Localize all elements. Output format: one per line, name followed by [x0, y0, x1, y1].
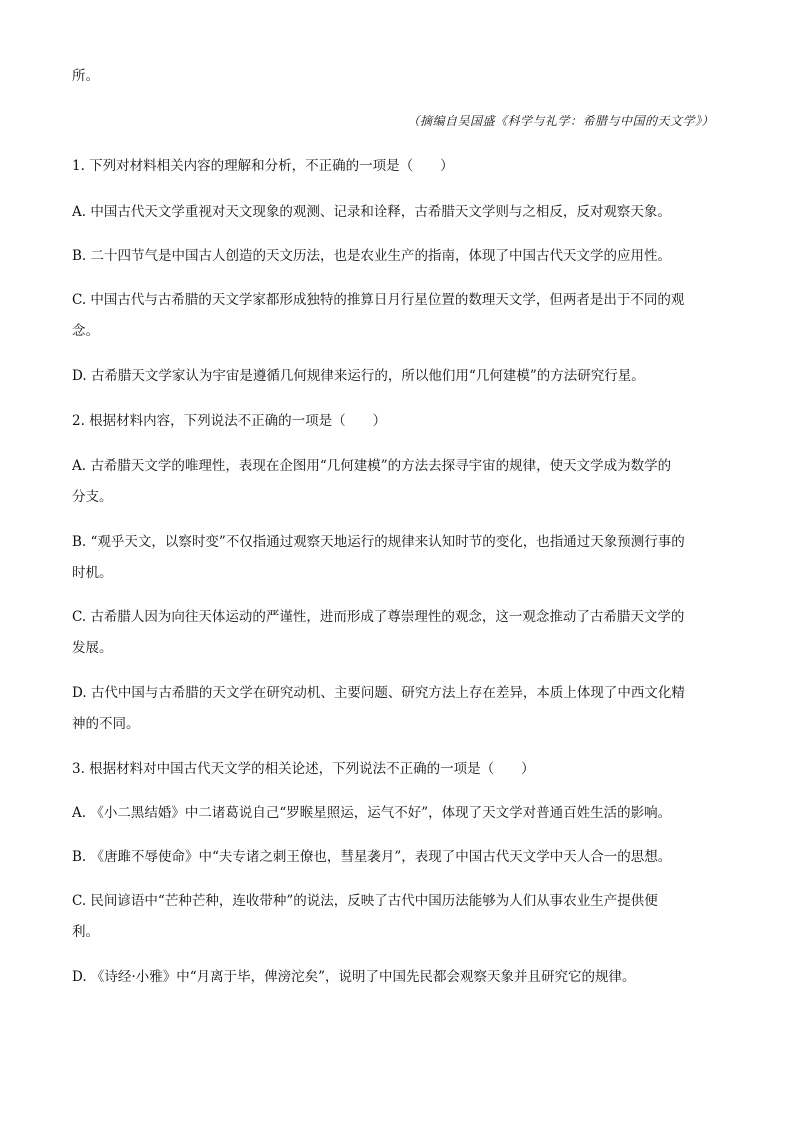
question-2-option-c-cont: 发展。 — [72, 640, 113, 656]
question-1-option-d: D. 古希腊天文学家认为宇宙是遵循几何规律来运行的，所以他们用“几何建模”的方法研究行星。 — [72, 368, 645, 384]
question-1-stem: 1. 下列对材料相关内容的理解和分析，不正确的一项是（ ） — [72, 158, 454, 174]
question-2-option-a-cont: 分支。 — [72, 489, 113, 505]
question-1-option-c: C. 中国古代与古希腊的天文学家都形成独特的推算日月行星位置的数理天文学，但两者是出于不同的观 — [72, 292, 685, 308]
question-3-option-d: D. 《诗经·小雅》中“月离于毕，俾滂沱矣”，说明了中国先民都会观察天象并且研究它的规律。 — [72, 969, 636, 985]
question-2-option-d: D. 古代中国与古希腊的天文学在研究动机、主要问题、研究方法上存在差异，本质上体现了中西文化精 — [72, 685, 685, 701]
source-citation: （摘编自吴国盛《科学与礼学：希腊与中国的天文学》） — [407, 114, 714, 128]
question-2-stem: 2. 根据材料内容，下列说法不正确的一项是（ ） — [72, 413, 387, 429]
question-3-option-c: C. 民间谚语中“芒种芒种，连收带种”的说法，反映了古代中国历法能够为人们从事农业生产提供便 — [72, 893, 658, 909]
question-2-option-b: B. “观乎天文，以察时变”不仅指通过观察天地运行的规律来认知时节的变化，也指通过天象预测行事的 — [72, 534, 685, 550]
question-3-option-b: B. 《唐雎不辱使命》中“夫专诸之刺王僚也，彗星袭月”，表现了中国古代天文学中天人合一的思想。 — [72, 849, 672, 865]
question-3-stem: 3. 根据材料对中国古代天文学的相关论述，下列说法不正确的一项是（ ） — [72, 761, 535, 777]
question-1-option-b: B. 二十四节气是中国古人创造的天文历法，也是农业生产的指南，体现了中国古代天文学的应用性。 — [72, 248, 672, 264]
question-3-option-c-cont: 利。 — [72, 924, 99, 940]
question-2-option-c: C. 古希腊人因为向往天体运动的严谨性，进而形成了尊崇理性的观念，这一观念推动了古希腊天文学的 — [72, 609, 685, 625]
question-2-option-a: A. 古希腊天文学的唯理性，表现在企图用“几何建模”的方法去探寻宇宙的规律，使天文学成为数学的 — [72, 458, 672, 474]
intro-tail-text: 所。 — [72, 68, 99, 84]
question-3-option-a: A. 《小二黑结婚》中二诸葛说自己“罗睺星照运，运气不好”，体现了天文学对普通百姓生活的影响。 — [72, 805, 672, 821]
question-2-option-b-cont: 时机。 — [72, 565, 113, 581]
question-2-option-d-cont: 神的不同。 — [72, 716, 140, 732]
question-1-option-c-cont: 念。 — [72, 323, 99, 339]
question-1-option-a: A. 中国古代天文学重视对天文现象的观测、记录和诠释，古希腊天文学则与之相反，反对观察天象。 — [72, 204, 671, 220]
